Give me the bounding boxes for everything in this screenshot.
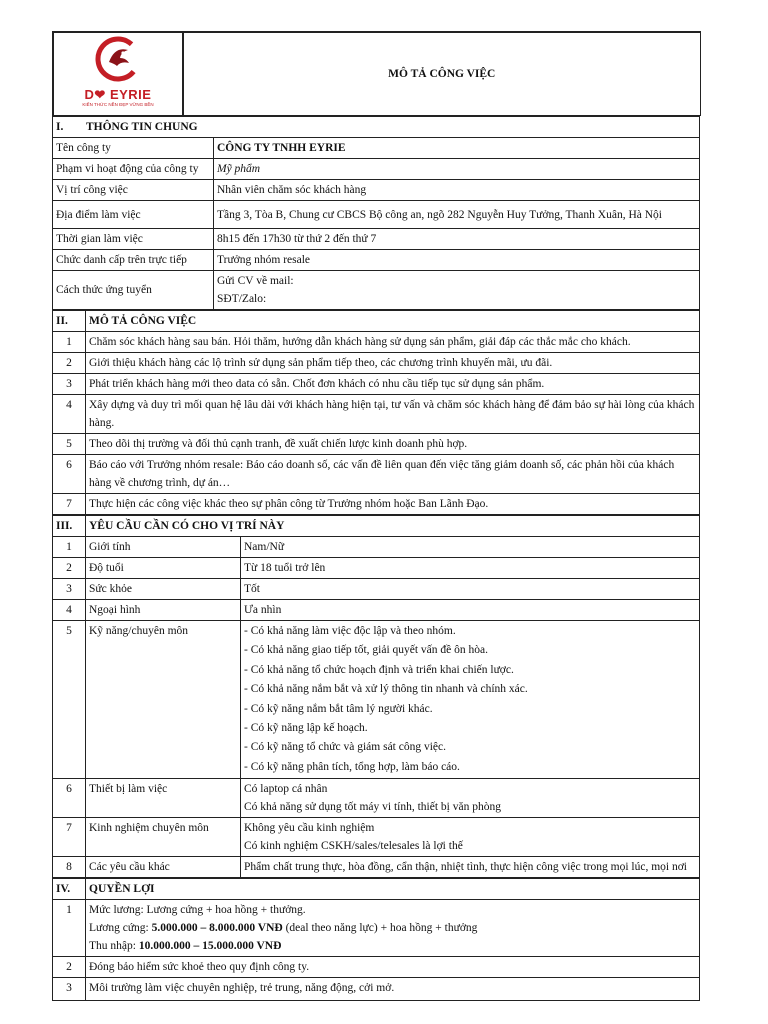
duty-row [53, 374, 700, 395]
benefit-text: Môi trường làm việc chuyên nghiệp, trẻ trung, năng động, cởi mở. [86, 978, 700, 1001]
requirement-row [53, 558, 700, 579]
section-title: QUYỀN LỢI [86, 879, 700, 900]
requirement-number: 7 [53, 818, 86, 857]
section-number: III. [53, 516, 86, 537]
info-row [53, 250, 700, 271]
requirement-label: Độ tuổi [86, 558, 241, 579]
duty-text: Báo cáo với Trưởng nhóm resale: Báo cáo doanh số, các vấn đề liên quan đến việc tăng giảm doanh số, các phản hồi của khách hàng về chương trình, dự án… [86, 455, 700, 494]
section-general-info [52, 116, 700, 310]
requirement-row [53, 600, 700, 621]
skills-list [241, 621, 700, 779]
benefit-number: 3 [53, 978, 86, 1001]
info-label: Phạm vi hoạt động của công ty [53, 159, 214, 180]
duty-row [53, 455, 700, 494]
requirement-line: Không yêu cầu kinh nghiệm [244, 822, 375, 835]
info-row [53, 138, 700, 159]
section-title: THÔNG TIN CHUNG [86, 121, 198, 133]
section-job-description [52, 310, 700, 515]
requirement-line: Có laptop cá nhân [244, 783, 328, 796]
requirement-label: Sức khỏe [86, 579, 241, 600]
document-title: MÔ TẢ CÔNG VIỆC [183, 32, 700, 116]
info-label: Thời gian làm việc [53, 229, 214, 250]
info-row [53, 271, 700, 310]
info-label: Chức danh cấp trên trực tiếp [53, 250, 214, 271]
requirement-value: Tốt [241, 579, 700, 600]
base-salary-label: Lương cứng: [89, 922, 152, 935]
eagle-logo-icon [95, 36, 141, 82]
base-salary-range: 5.000.000 – 8.000.000 VNĐ [151, 922, 283, 935]
requirement-number: 5 [53, 621, 86, 779]
benefit-row [53, 978, 700, 1001]
requirement-label: Kinh nghiệm chuyên môn [86, 818, 241, 857]
logo-tagline: KIẾN THỨC NỀN ĐẸP VỮNG BỀN [82, 102, 154, 107]
requirement-label: Các yêu cầu khác [86, 857, 241, 878]
logo-cell [53, 32, 183, 116]
requirement-row [53, 621, 700, 779]
requirement-number: 2 [53, 558, 86, 579]
info-value: 8h15 đến 17h30 từ thứ 2 đến thứ 7 [214, 229, 700, 250]
skill-item: - Có kỹ năng lập kế hoạch. [244, 722, 368, 735]
income-label: Thu nhập: [89, 940, 139, 953]
info-row [53, 201, 700, 229]
duty-text: Theo dõi thị trường và đối thủ cạnh tranh, đề xuất chiến lược kinh doanh phù hợp. [86, 434, 700, 455]
section-requirements [52, 515, 700, 878]
duty-text: Thực hiện các công việc khác theo sự phân công từ Trưởng nhóm hoặc Ban Lãnh Đạo. [86, 494, 700, 515]
requirement-number: 8 [53, 857, 86, 878]
requirement-line: Có khả năng sử dụng tốt máy vi tính, thiết bị văn phòng [244, 801, 501, 814]
skill-item: - Có khả năng làm việc độc lập và theo nhóm. [244, 625, 456, 637]
requirement-row [53, 579, 700, 600]
duty-number: 3 [53, 374, 86, 395]
apply-phone: SĐT/Zalo: [217, 293, 267, 305]
info-value: Nhân viên chăm sóc khách hàng [214, 180, 700, 201]
info-row [53, 159, 700, 180]
section-number: I. [56, 121, 64, 133]
requirement-label: Giới tính [86, 537, 241, 558]
logo-wordmark: D❤ EYRIE [84, 87, 152, 102]
duty-text: Chăm sóc khách hàng sau bán. Hỏi thăm, hướng dẫn khách hàng sử dụng sản phẩm, giải đáp các thắc mắc cho khách. [86, 332, 700, 353]
duty-row [53, 434, 700, 455]
info-row [53, 180, 700, 201]
income [89, 937, 696, 955]
benefit-number: 2 [53, 957, 86, 978]
section-title: MÔ TẢ CÔNG VIỆC [86, 311, 700, 332]
info-value: Mỹ phẩm [214, 159, 700, 180]
duty-row [53, 332, 700, 353]
company-name: CÔNG TY TNHH EYRIE [214, 138, 700, 159]
skill-item: - Có kỹ năng phân tích, tổng hợp, làm báo cáo. [244, 760, 460, 773]
salary-structure: Mức lương: Lương cứng + hoa hồng + thưởng. [89, 904, 306, 917]
duty-number: 4 [53, 395, 86, 434]
requirement-row [53, 779, 700, 818]
requirement-label: Thiết bị làm việc [86, 779, 241, 818]
base-salary-note: (deal theo năng lực) + hoa hồng + thưởng [282, 922, 478, 935]
skill-item: - Có kỹ năng tổ chức và giám sát công việc. [244, 741, 446, 754]
section-title: YÊU CẦU CẦN CÓ CHO VỊ TRÍ NÀY [86, 516, 700, 537]
requirement-value: Nam/Nữ [241, 537, 700, 558]
income-range: 10.000.000 – 15.000.000 VNĐ [138, 940, 282, 953]
apply-email: Gửi CV về mail: [217, 275, 294, 287]
duty-row [53, 395, 700, 434]
skill-item: - Có khả năng nắm bắt và xử lý thông tin nhanh và chính xác. [244, 683, 528, 696]
benefit-number: 1 [53, 900, 86, 957]
skill-item: - Có khả năng giao tiếp tốt, giải quyết vấn đề ôn hòa. [244, 644, 488, 657]
requirement-row [53, 537, 700, 558]
requirement-number: 1 [53, 537, 86, 558]
requirement-value: Phẩm chất trung thực, hòa đồng, cẩn thận, nhiệt tình, thực hiện công việc trong mọi lúc, mọi nơi [241, 857, 700, 878]
section-number: IV. [53, 879, 86, 900]
duty-number: 6 [53, 455, 86, 494]
benefit-row [53, 957, 700, 978]
section-number: II. [53, 311, 86, 332]
info-value: Trưởng nhóm resale [214, 250, 700, 271]
requirement-row [53, 818, 700, 857]
skill-item: - Có khả năng tổ chức hoạch định và triển khai chiến lược. [244, 663, 514, 676]
requirement-value: Ưa nhìn [241, 600, 700, 621]
requirement-value [241, 779, 700, 818]
section-heading-1 [53, 117, 700, 138]
requirement-value: Từ 18 tuổi trở lên [241, 558, 700, 579]
header-table [52, 31, 701, 116]
duty-row [53, 494, 700, 515]
duty-number: 5 [53, 434, 86, 455]
requirement-label: Kỹ năng/chuyên môn [86, 621, 241, 779]
duty-row [53, 353, 700, 374]
salary-info [86, 900, 700, 957]
requirement-number: 6 [53, 779, 86, 818]
info-label: Tên công ty [53, 138, 214, 159]
info-label: Cách thức ứng tuyển [53, 271, 214, 310]
info-value: Tầng 3, Tòa B, Chung cư CBCS Bộ công an, ngõ 282 Nguyễn Huy Tưởng, Thanh Xuân, Hà Nội [214, 201, 700, 229]
skill-item: - Có kỹ năng nắm bắt tâm lý người khác. [244, 702, 433, 715]
info-row [53, 229, 700, 250]
duty-number: 7 [53, 494, 86, 515]
info-value [214, 271, 700, 310]
requirement-label: Ngoại hình [86, 600, 241, 621]
info-label: Vị trí công việc [53, 180, 214, 201]
requirement-line: Có kinh nghiệm CSKH/sales/telesales là lợi thế [244, 840, 463, 853]
duty-text: Phát triển khách hàng mới theo data có sẵn. Chốt đơn khách có nhu cầu tiếp tục sử dụng sản phẩm. [86, 374, 700, 395]
company-logo [78, 36, 158, 108]
duty-number: 1 [53, 332, 86, 353]
benefit-text: Đóng bảo hiểm sức khoẻ theo quy định công ty. [86, 957, 700, 978]
duty-text: Giới thiệu khách hàng các lộ trình sử dụng sản phẩm tiếp theo, các chương trình khuyến mãi, ưu đãi. [86, 353, 700, 374]
section-benefits [52, 878, 700, 1001]
requirement-number: 4 [53, 600, 86, 621]
benefit-row [53, 900, 700, 957]
job-description-document [52, 31, 699, 1001]
base-salary [89, 919, 696, 937]
requirement-value [241, 818, 700, 857]
requirement-number: 3 [53, 579, 86, 600]
duty-number: 2 [53, 353, 86, 374]
requirement-row [53, 857, 700, 878]
info-label: Địa điểm làm việc [53, 201, 214, 229]
duty-text: Xây dựng và duy trì mối quan hệ lâu dài với khách hàng hiện tại, tư vấn và chăm sóc khách hàng để đảm bảo sự hài lòng của khách hàng. [86, 395, 700, 434]
